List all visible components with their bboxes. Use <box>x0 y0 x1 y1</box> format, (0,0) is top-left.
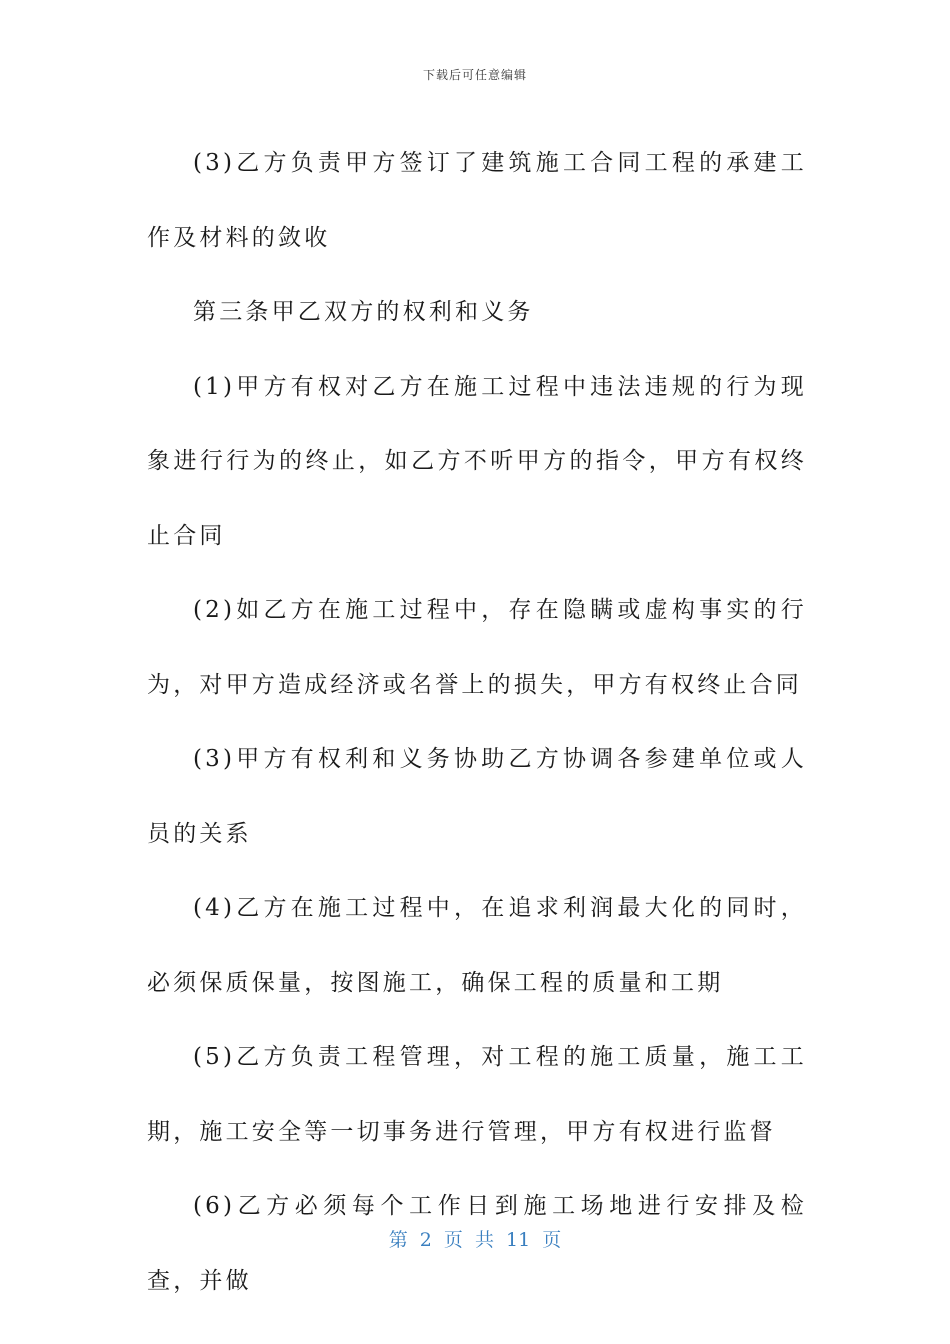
paragraph-clause-5: (5)乙方负责工程管理，对工程的施工质量，施工工期，施工安全等一切事务进行管理，甲方有权进行监督 <box>147 1044 807 1145</box>
paragraph-item-3-material: (3)乙方负责甲方签订了建筑施工合同工程的承建工作及材料的敛收 <box>147 150 807 251</box>
paragraph-clause-4: (4)乙方在施工过程中，在追求利润最大化的同时，必须保质保量，按图施工，确保工程的质量和工期 <box>147 895 807 996</box>
article-three-heading: 第三条甲乙双方的权利和义务 <box>193 299 534 325</box>
paragraph-clause-2: (2)如乙方在施工过程中，存在隐瞒或虚构事实的行为，对甲方造成经济或名誉上的损失，甲方有权终止合同 <box>147 597 807 698</box>
document-body <box>147 126 807 1318</box>
paragraph-clause-6: (6)乙方必须每个工作日到施工场地进行安排及检查，并做 <box>147 1193 807 1294</box>
page-number-footer: 第 2 页 共 11 页 <box>388 1229 562 1251</box>
paragraph-clause-1: (1)甲方有权对乙方在施工过程中违法违规的行为现象进行行为的终止，如乙方不听甲方的指令，甲方有权终止合同 <box>147 373 807 549</box>
paragraph-clause-3: (3)甲方有权利和义务协助乙方协调各参建单位或人员的关系 <box>147 746 807 847</box>
page-header-note: 下载后可任意编辑 <box>422 68 527 82</box>
